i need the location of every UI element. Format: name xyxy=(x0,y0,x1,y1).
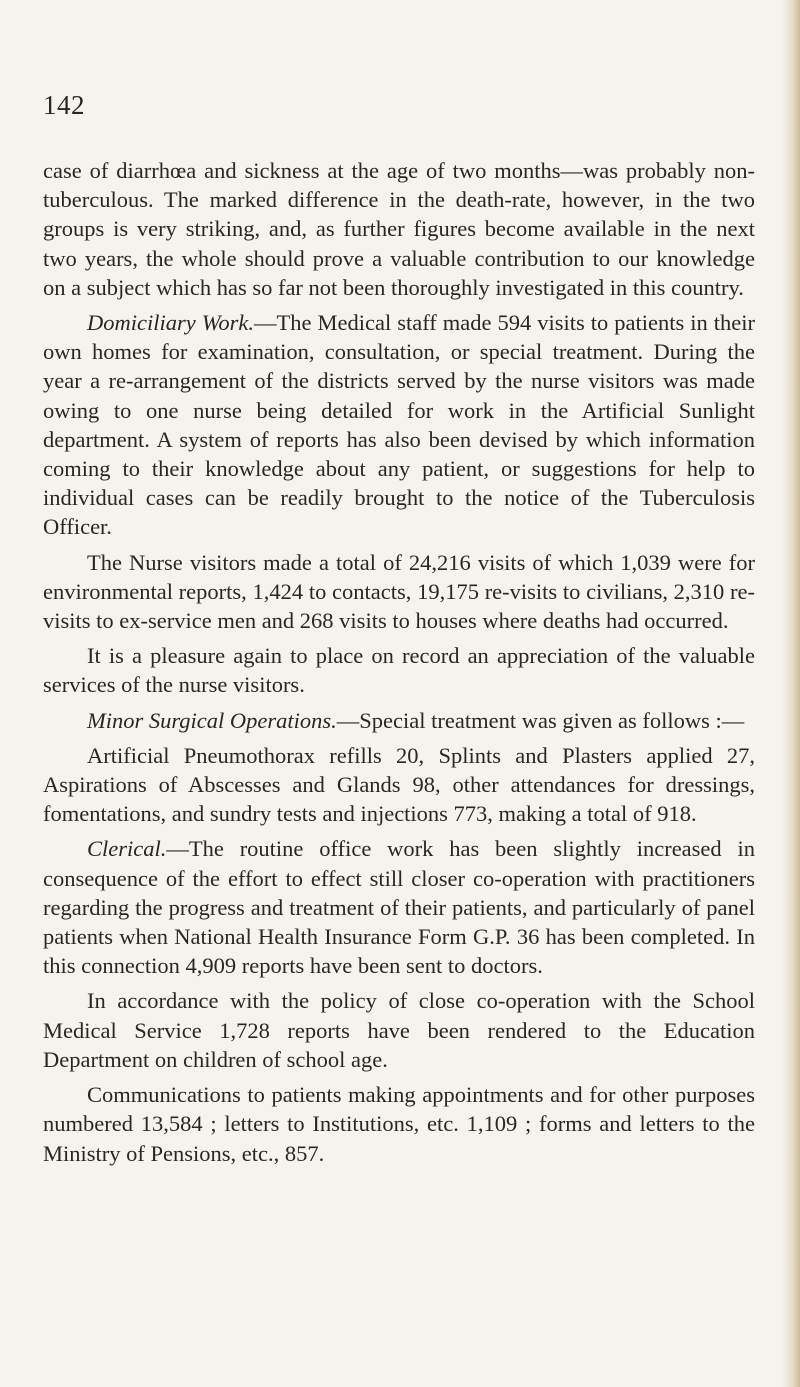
paragraph-appreciation xyxy=(43,641,755,699)
paragraph-school-medical-service xyxy=(43,986,755,1074)
paragraph-nurse-visits xyxy=(43,548,755,636)
paragraph-text: In accordance with the policy of close co-operation with the School Medical Service 1,728 reports have been rendered to the Education Department on children of school age. xyxy=(43,988,755,1072)
paragraph-continuation xyxy=(43,156,755,302)
paragraph-text: Communications to patients making appointments and for other purposes numbered 13,584 ; letters to Institutions, etc. 1,109 ; forms and letters to the Ministry of Pensions, etc., 857. xyxy=(43,1082,755,1166)
page-number: 142 xyxy=(43,90,85,120)
paragraph-text: The Nurse visitors made a total of 24,216 visits of which 1,039 were for environmental reports, 1,424 to contacts, 19,175 re-visits to civilians, 2,310 re-visits to ex-service men and 268 visits to houses where deaths had occurred. xyxy=(43,549,755,634)
paragraph-treatment-list xyxy=(43,741,755,829)
body-text xyxy=(43,156,755,1168)
paragraph-minor-surgical-operations xyxy=(43,706,755,735)
section-heading-domiciliary-work: Domiciliary Work. xyxy=(87,310,255,336)
page-edge-shadow xyxy=(782,0,800,1387)
paragraph-text: It is a pleasure again to place on record an appreciation of the valuable services of the nurse visitors. xyxy=(43,643,755,698)
paragraph-text: —Special treatment was given as follows :— xyxy=(336,707,745,733)
section-heading-minor-surgical-operations: Minor Surgical Operations. xyxy=(87,707,337,733)
paragraph-text: —The routine office work has been slightly increased in consequence of the effort to effect still closer co-operation with practitioners regarding the progress and treatment of their patients, and particularly of panel patients when National Health Insurance Form G.P. 36 has been completed. In this connection 4,909 reports have been sent to doctors. xyxy=(43,836,755,979)
paragraph-text: Artificial Pneumothorax refills 20, Splints and Plasters applied 27, Aspirations of Abscesses and Glands 98, other attendances for dressings, fomentations, and sundry tests and injections 773, making a total of 918. xyxy=(43,742,755,827)
paragraph-domiciliary-work xyxy=(43,308,755,542)
section-heading-clerical: Clerical. xyxy=(87,836,167,862)
paragraph-communications xyxy=(43,1080,755,1168)
paragraph-text: case of diarrhœa and sickness at the age of two months—was probably non-tuberculous. The marked difference in the death-rate, however, in the two groups is very striking, and, as further figures become available in the next two years, the whole should prove a valuable contribution to our knowledge on a subject which has so far not been thoroughly investigated in this country. xyxy=(43,158,755,300)
paragraph-text: —The Medical staff made 594 visits to patients in their own homes for examination, consultation, or special treatment. During the year a re-arrangement of the districts served by the nurse visitors was made owing to one nurse being detailed for work in the Artificial Sunlight department. A system of reports has also been devised by which information coming to their knowledge about any patient, or suggestions for help to individual cases can be readily brought to the notice of the Tuberculosis Officer. xyxy=(43,310,755,540)
paragraph-clerical xyxy=(43,834,755,980)
